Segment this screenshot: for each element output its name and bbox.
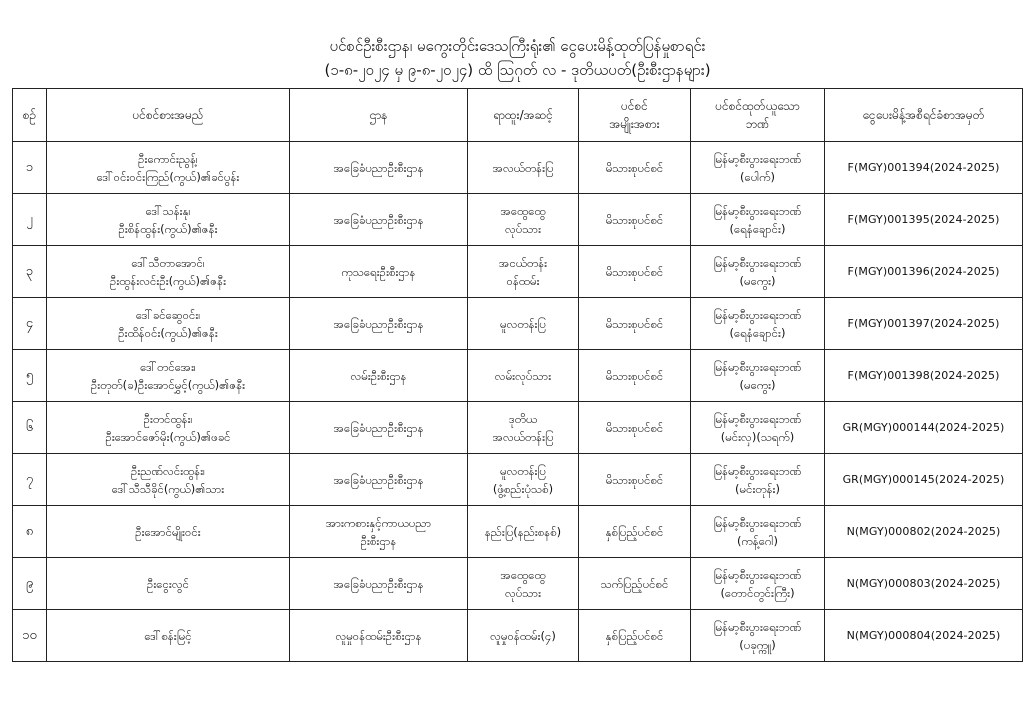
- pensioner-name: ဒေါ်ဝင်းဝင်းကြည်(ကွယ်)၏ခင်ပွန်း: [96, 169, 240, 184]
- pension-type: မိသားစုပင်စင်: [605, 160, 664, 175]
- department: လမ်းဦးစီးဌာန: [350, 368, 407, 383]
- pension-type: မိသားစုပင်စင်: [605, 420, 664, 435]
- row-number-cell: [13, 142, 47, 194]
- rank-cell: [468, 142, 579, 194]
- row-number: ၅: [25, 367, 34, 383]
- pensioner-name-cell: [47, 246, 290, 298]
- bank: မြန်မာ့စီးပွားရေးဘဏ်: [713, 463, 802, 478]
- bank: (ပခုက္ကူ): [739, 637, 776, 652]
- header-label: အမျိုးအစား: [609, 117, 660, 131]
- department-cell: [290, 454, 468, 506]
- header-name: [47, 89, 290, 142]
- order-number: F(MGY)001396(2024-2025): [847, 264, 1000, 278]
- pension-type-cell: [579, 506, 691, 558]
- pensioner-name-cell: [47, 298, 290, 350]
- order-number: F(MGY)001395(2024-2025): [847, 212, 1000, 226]
- bank: မြန်မာ့စီးပွားရေးဘဏ်: [713, 567, 802, 582]
- pensioner-name: ဒေါ်သီတာအောင်၊: [131, 255, 205, 270]
- department: အားကစားနှင့်ကာယပညာ: [325, 515, 432, 530]
- bank: (ရေနံချောင်း): [729, 221, 786, 236]
- table-row: [13, 350, 1023, 402]
- department-cell: [290, 558, 468, 610]
- order-number-cell: [825, 246, 1023, 298]
- order-number: F(MGY)001398(2024-2025): [847, 368, 1000, 382]
- pension-type: သက်ပြည့်ပင်စင်: [600, 576, 669, 591]
- pensioner-name: ဦးညဏ်လင်းထွန်း၊: [131, 463, 205, 478]
- header-label: ဘဏ်: [745, 117, 770, 131]
- row-number-cell: [13, 350, 47, 402]
- bank-cell: [691, 246, 825, 298]
- bank-cell: [691, 454, 825, 506]
- header-type: [579, 89, 691, 142]
- rank: လုပ်သား: [504, 585, 542, 600]
- row-number-cell: [13, 402, 47, 454]
- department-cell: [290, 246, 468, 298]
- pensioner-name: ဒေါ်ခင်ဆွေဝင်း၊: [135, 307, 201, 322]
- rank-cell: [468, 454, 579, 506]
- pensioner-name: ဒေါ်တင်အေး၊: [140, 359, 196, 374]
- department-cell: [290, 350, 468, 402]
- pension-type: မိသားစုပင်စင်: [605, 368, 664, 383]
- pension-type-cell: [579, 454, 691, 506]
- bank: မြန်မာ့စီးပွားရေးဘဏ်: [713, 619, 802, 634]
- pension-type: မိသားစုပင်စင်: [605, 264, 664, 279]
- pension-type: မိသားစုပင်စင်: [605, 212, 664, 227]
- bank: (တောင်တွင်းကြီး): [720, 585, 795, 600]
- row-number-cell: [13, 610, 47, 662]
- order-number-cell: [825, 350, 1023, 402]
- rank: အလယ်တန်းပြ: [492, 429, 554, 444]
- department-cell: [290, 194, 468, 246]
- document-subtitle: (၁-၈-၂၀၂၄ မှ ၉-၈-၂၀၂၄) ထိ ဩဂုတ် လ - ဒုတိယပတ်(ဦးစီးဌာနများ): [324, 61, 711, 79]
- rank-cell: [468, 610, 579, 662]
- order-number-cell: [825, 194, 1023, 246]
- row-number-cell: [13, 194, 47, 246]
- pensioner-name: ဦးအောင်ဇော်မိုး(ကွယ်)၏ဖခင်: [105, 429, 231, 444]
- bank: (မကွေး): [739, 273, 776, 288]
- order-number: GR(MGY)000145(2024-2025): [842, 472, 1005, 486]
- bank: မြန်မာ့စီးပွားရေးဘဏ်: [713, 411, 802, 426]
- bank: (ရေနံချောင်း): [729, 325, 786, 340]
- pensioner-name: ဦးစိန်ထွန်း(ကွယ်)၏ဇနီး: [118, 221, 218, 236]
- order-number: N(MGY)000803(2024-2025): [846, 576, 1001, 590]
- pensioner-name: ဦးအောင်မျိုးဝင်း: [135, 524, 201, 539]
- rank: လုပ်သား: [504, 221, 542, 236]
- row-number: ၁: [25, 159, 34, 175]
- department: အခြေခံပညာဦးစီးဌာန: [333, 576, 424, 591]
- pensioner-name-cell: [47, 194, 290, 246]
- rank-cell: [468, 506, 579, 558]
- table-row: [13, 194, 1023, 246]
- row-number: ၁၀: [22, 627, 37, 643]
- bank: မြန်မာ့စီးပွားရေးဘဏ်: [713, 307, 802, 322]
- rank-cell: [468, 558, 579, 610]
- table-row: [13, 246, 1023, 298]
- table-row: [13, 298, 1023, 350]
- pensioner-name: ဒေါ်စန်းမြင့်: [144, 628, 192, 643]
- pension-type: မိသားစုပင်စင်: [605, 472, 664, 487]
- row-number-cell: [13, 246, 47, 298]
- rank: မူလတန်းပြ: [500, 463, 546, 478]
- table-row: [13, 610, 1023, 662]
- header-rank: [468, 89, 579, 142]
- pension-type-cell: [579, 558, 691, 610]
- rank-cell: [468, 402, 579, 454]
- order-number: N(MGY)000802(2024-2025): [846, 524, 1001, 538]
- order-number: N(MGY)000804(2024-2025): [846, 628, 1001, 642]
- rank: အငယ်တန်း: [498, 255, 548, 270]
- pensioner-name-cell: [47, 350, 290, 402]
- pensioner-name: ဒေါ်သီသီခိုင်(ကွယ်)၏သား: [111, 481, 225, 496]
- table-row: [13, 506, 1023, 558]
- header-label: ရာထူး/အဆင့်: [493, 108, 553, 122]
- rank: ဝန်ထမ်း: [506, 273, 540, 288]
- header-label: ငွေပေးမိန့်အစီရင်ခံစာအမှတ်: [862, 108, 985, 122]
- pension-type-cell: [579, 246, 691, 298]
- header-label: ပင်စင်ထုတ်ယူသော: [715, 99, 800, 113]
- row-number-cell: [13, 298, 47, 350]
- department-cell: [290, 506, 468, 558]
- rank-cell: [468, 246, 579, 298]
- pension-type-cell: [579, 350, 691, 402]
- rank: မူလတန်းပြ: [500, 316, 546, 331]
- row-number: ၈: [25, 523, 34, 539]
- bank-cell: [691, 142, 825, 194]
- pension-type-cell: [579, 402, 691, 454]
- table-body: [13, 142, 1023, 662]
- header-code: [825, 89, 1023, 142]
- bank-cell: [691, 350, 825, 402]
- table-row: [13, 558, 1023, 610]
- pensioner-name-cell: [47, 558, 290, 610]
- header-label: ပင်စင်စားအမည်: [132, 108, 204, 122]
- table-row: [13, 454, 1023, 506]
- department: အခြေခံပညာဦးစီးဌာန: [333, 212, 424, 227]
- bank: မြန်မာ့စီးပွားရေးဘဏ်: [713, 203, 802, 218]
- department-cell: [290, 298, 468, 350]
- rank: အထွေထွေ: [500, 203, 546, 218]
- bank: (မကွေး): [739, 377, 776, 392]
- pension-table: [12, 88, 1023, 662]
- bank-cell: [691, 506, 825, 558]
- pensioner-name: ဦးထိန်ဝင်း(ကွယ်)၏ဇနီး: [118, 325, 218, 340]
- rank: ဒုတိယ: [508, 411, 538, 426]
- pension-type: မိသားစုပင်စင်: [605, 316, 664, 331]
- row-number: ၃: [25, 263, 34, 279]
- rank: နည်းပြ(နည်းစနစ်): [484, 524, 562, 539]
- order-number: GR(MGY)000144(2024-2025): [842, 420, 1005, 434]
- department: ဦးစီးဌာန: [360, 533, 397, 548]
- pensioner-name: ဦးငွေးလွင်: [146, 576, 189, 591]
- bank-cell: [691, 610, 825, 662]
- order-number-cell: [825, 402, 1023, 454]
- table-row: [13, 402, 1023, 454]
- order-number-cell: [825, 610, 1023, 662]
- department-cell: [290, 402, 468, 454]
- row-number: ၄: [25, 315, 34, 331]
- row-number-cell: [13, 558, 47, 610]
- header-bank: [691, 89, 825, 142]
- header-label: ဌာန: [369, 108, 388, 122]
- order-number-cell: [825, 506, 1023, 558]
- bank: မြန်မာ့စီးပွားရေးဘဏ်: [713, 359, 802, 374]
- rank-cell: [468, 298, 579, 350]
- row-number: ၇: [25, 471, 34, 487]
- pensioner-name-cell: [47, 142, 290, 194]
- rank: (ဖွံ့စည်းပုံသစ်): [492, 481, 554, 496]
- pension-type: နှစ်ပြည့်ပင်စင်: [605, 524, 664, 539]
- header-label: စဉ်: [22, 108, 37, 122]
- pension-type-cell: [579, 298, 691, 350]
- department: လူမှုဝန်ထမ်းဦးစီးဌာန: [335, 628, 422, 643]
- row-number: ၉: [25, 575, 34, 591]
- department: အခြေခံပညာဦးစီးဌာန: [333, 420, 424, 435]
- bank-cell: [691, 402, 825, 454]
- pension-type-cell: [579, 194, 691, 246]
- department-cell: [290, 142, 468, 194]
- order-number: F(MGY)001394(2024-2025): [847, 160, 1000, 174]
- rank: အလယ်တန်းပြ: [492, 160, 554, 175]
- pensioner-name-cell: [47, 454, 290, 506]
- bank: (မင်းလှ)(သရက်): [720, 429, 795, 444]
- bank-cell: [691, 558, 825, 610]
- pension-type-cell: [579, 142, 691, 194]
- row-number-cell: [13, 506, 47, 558]
- document-title: ပင်စင်ဦးစီးဌာန၊ မကွေးတိုင်းဒေသကြီးရုံး၏ ငွေပေးမိန့်ထုတ်ပြန်မှုစာရင်း: [329, 37, 706, 55]
- row-number-cell: [13, 454, 47, 506]
- pension-type: နှစ်ပြည့်ပင်စင်: [605, 628, 664, 643]
- table-row: [13, 142, 1023, 194]
- pensioner-name: ဦးထွန်းလင်းဦး(ကွယ်)၏ဇနီး: [109, 273, 226, 288]
- department: အခြေခံပညာဦးစီးဌာန: [333, 160, 424, 175]
- rank-cell: [468, 350, 579, 402]
- bank: (ကန့်ဂေါ): [737, 533, 778, 548]
- order-number-cell: [825, 454, 1023, 506]
- bank: မြန်မာ့စီးပွားရေးဘဏ်: [713, 255, 802, 270]
- pensioner-name-cell: [47, 506, 290, 558]
- rank: လူမှုဝန်ထမ်း(၄): [490, 628, 556, 643]
- pensioner-name-cell: [47, 610, 290, 662]
- bank-cell: [691, 194, 825, 246]
- order-number-cell: [825, 298, 1023, 350]
- row-number: ၂: [26, 211, 33, 227]
- department: ကုသရေးဦးစီးဌာန: [341, 264, 416, 279]
- rank: လမ်းလုပ်သား: [494, 368, 552, 383]
- department: အခြေခံပညာဦးစီးဌာန: [333, 316, 424, 331]
- rank-cell: [468, 194, 579, 246]
- bank-cell: [691, 298, 825, 350]
- order-number: F(MGY)001397(2024-2025): [847, 316, 1000, 330]
- order-number-cell: [825, 558, 1023, 610]
- bank: (မင်းတုန်း): [735, 481, 780, 496]
- header-dept: [290, 89, 468, 142]
- bank: မြန်မာ့စီးပွားရေးဘဏ်: [713, 151, 802, 166]
- department-cell: [290, 610, 468, 662]
- row-number: ၆: [25, 419, 34, 435]
- pensioner-name: ဒေါ်သန်းနု၊: [145, 203, 191, 218]
- table-header-row: [13, 89, 1023, 142]
- pensioner-name: ဦးတင်ထွန်း၊: [143, 411, 193, 426]
- department: အခြေခံပညာဦးစီးဌာန: [333, 472, 424, 487]
- header-label: ပင်စင်: [621, 99, 648, 113]
- pensioner-name-cell: [47, 402, 290, 454]
- pension-type-cell: [579, 610, 691, 662]
- rank: အထွေထွေ: [500, 567, 546, 582]
- order-number-cell: [825, 142, 1023, 194]
- pensioner-name: ဦးကောင်းညွန့်၊: [138, 151, 198, 166]
- header-no: [13, 89, 47, 142]
- bank: (ပေါက်): [739, 169, 776, 184]
- bank: မြန်မာ့စီးပွားရေးဘဏ်: [713, 515, 802, 530]
- pensioner-name: ဦးတုတ်(ခ)ဦးအောင်မွှင့်(ကွယ်)၏ဇနီး: [90, 377, 246, 392]
